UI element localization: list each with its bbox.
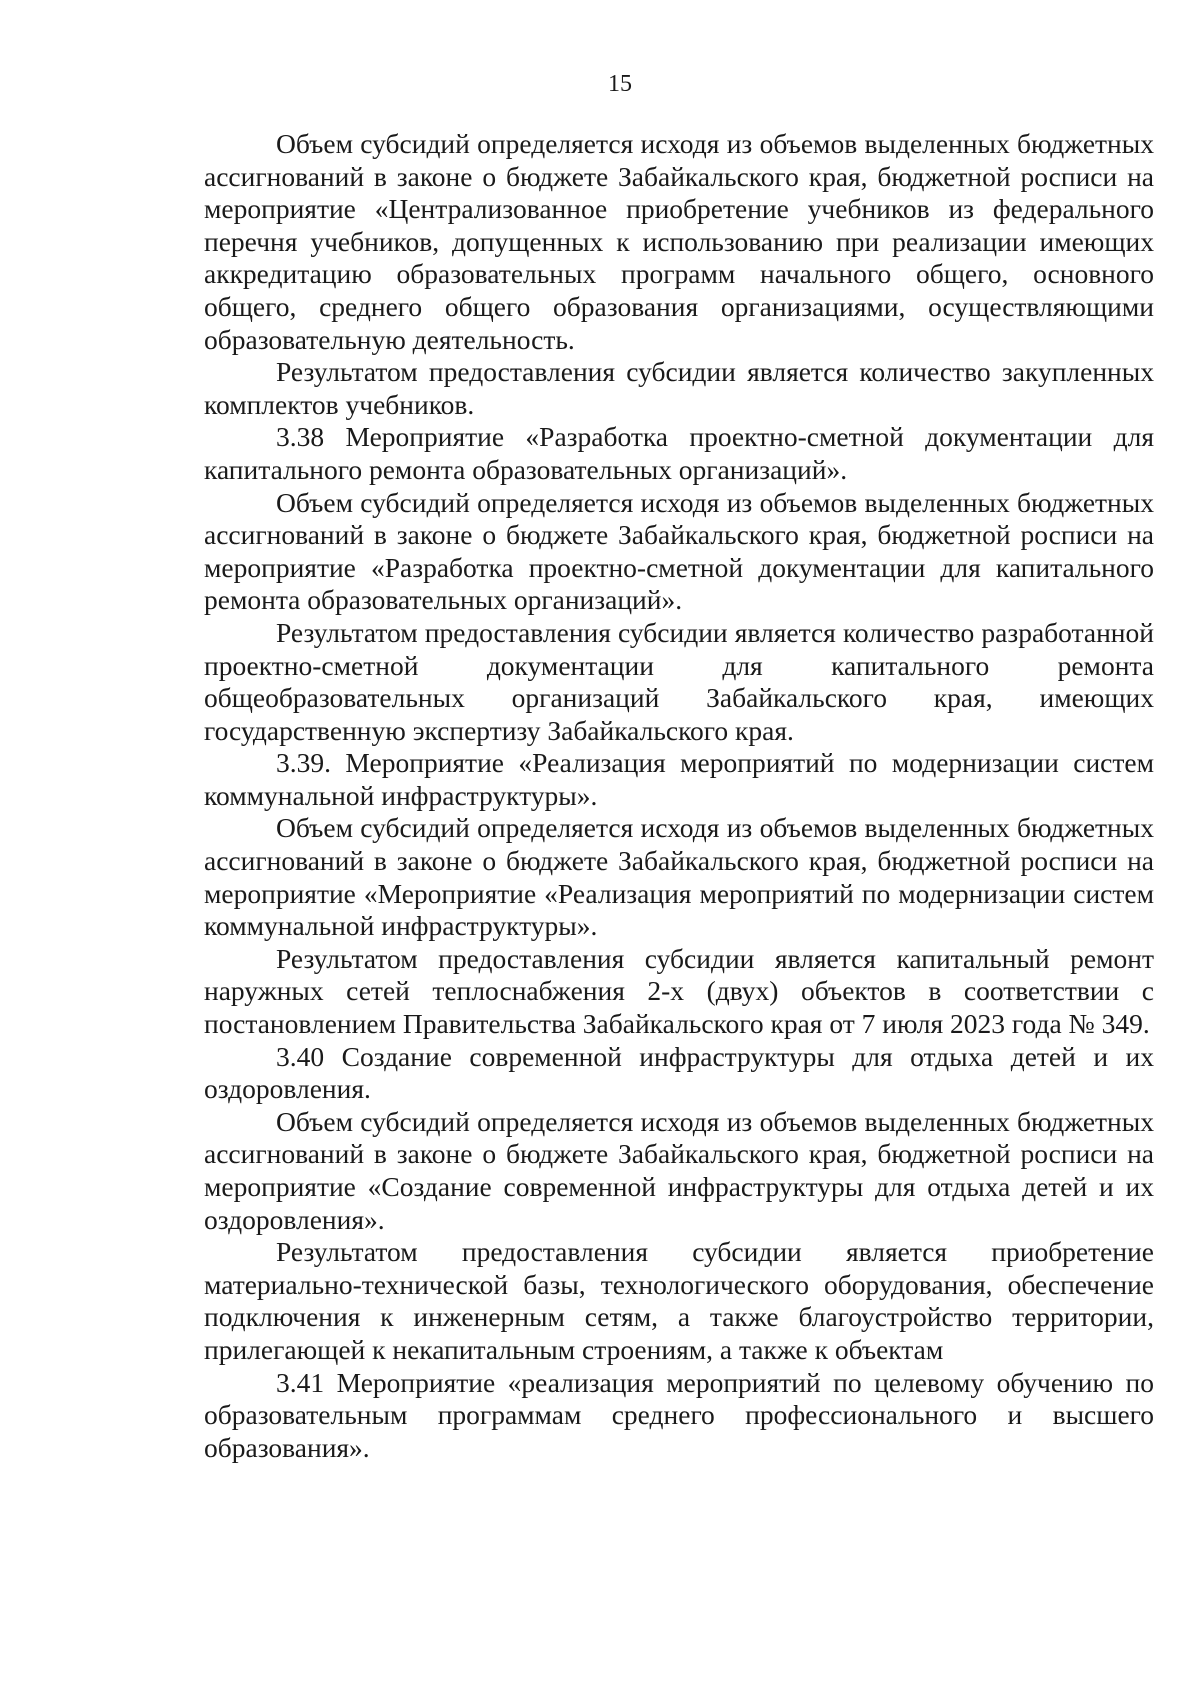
document-body bbox=[204, 128, 1154, 1464]
section-heading-3-38: 3.38 Мероприятие «Разработка проектно-сметной документации для капитального ремонта образовательных организаций». bbox=[204, 421, 1154, 485]
paragraph-subsidy-volume-recreation: Объем субсидий определяется исходя из объемов выделенных бюджетных ассигнований в законе о бюджете Забайкальского края, бюджетной росписи на мероприятие «Создание современной инфраструктуры для отдыха детей и их оздоровления». bbox=[204, 1105, 1154, 1235]
section-heading-3-39: 3.39. Мероприятие «Реализация мероприятий по модернизации систем коммунальной инфраструктуры». bbox=[204, 747, 1154, 811]
paragraph-subsidy-volume-utilities: Объем субсидий определяется исходя из объемов выделенных бюджетных ассигнований в законе о бюджете Забайкальского края, бюджетной росписи на мероприятие «Мероприятие «Реализация мероприятий по модернизации систем коммунальной инфраструктуры». bbox=[204, 812, 1154, 942]
section-heading-3-41: 3.41 Мероприятие «реализация мероприятий по целевому обучению по образовательным программам среднего профессионального и высшего образования». bbox=[204, 1366, 1154, 1463]
paragraph-result-recreation: Результатом предоставления субсидии является приобретение материально-технической базы, технологического оборудования, обеспечение подключения к инженерным сетям, а также благоустройство территории, прилегающей к некапитальным строениям, а также к объектам bbox=[204, 1236, 1154, 1365]
paragraph-result-design-docs: Результатом предоставления субсидии является количество разработанной проектно-сметной документации для капитального ремонта общеобразовательных организаций Забайкальского края, имеющих государственную экспертизу Забайкальского края. bbox=[204, 616, 1154, 746]
page-number: 15 bbox=[608, 71, 632, 97]
paragraph-result-textbooks: Результатом предоставления субсидии является количество закупленных комплектов учебников. bbox=[204, 356, 1154, 420]
section-heading-3-40: 3.40 Создание современной инфраструктуры для отдыха детей и их оздоровления. bbox=[204, 1040, 1154, 1105]
paragraph-subsidy-volume-textbooks: Объем субсидий определяется исходя из объемов выделенных бюджетных ассигнований в законе о бюджете Забайкальского края, бюджетной росписи на мероприятие «Централизованное приобретение учебников из федерального перечня учебников, допущенных к использованию при реализации имеющих аккредитацию образовательных программ начального общего, основного общего, среднего общего образования организациями, осуществляющими образовательную деятельность. bbox=[204, 128, 1154, 355]
paragraph-result-utilities: Результатом предоставления субсидии является капитальный ремонт наружных сетей теплоснабжения 2-х (двух) объектов в соответствии с постановлением Правительства Забайкальского края от 7 июля 2023 года № 349. bbox=[204, 942, 1154, 1040]
paragraph-subsidy-volume-design-docs: Объем субсидий определяется исходя из объемов выделенных бюджетных ассигнований в законе о бюджете Забайкальского края, бюджетной росписи на мероприятие «Разработка проектно-сметной документации для капитального ремонта образовательных организаций». bbox=[204, 486, 1154, 616]
